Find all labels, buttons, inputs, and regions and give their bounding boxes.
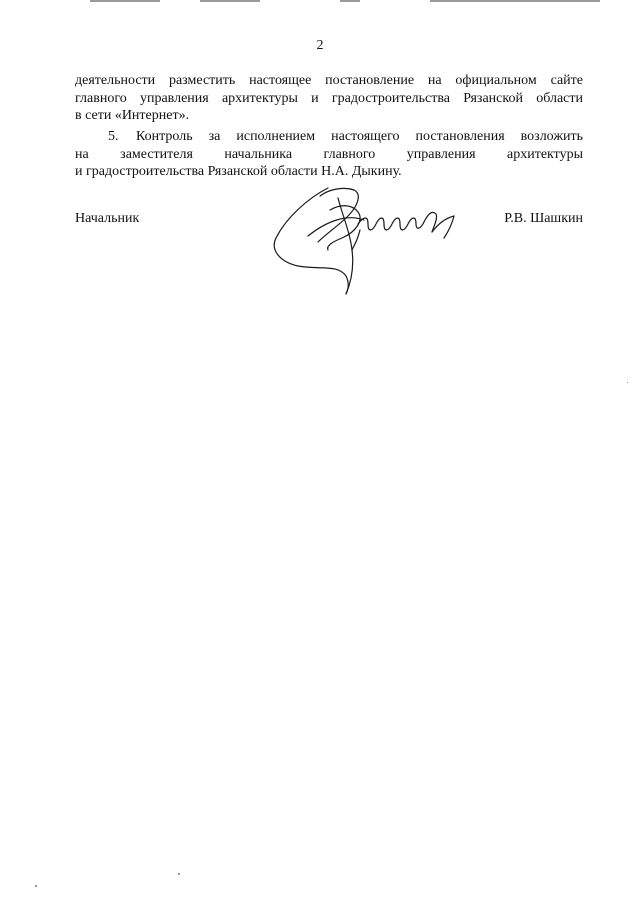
paragraph-line: деятельности разместить настоящее постановление на официальном сайте [75, 73, 583, 88]
handwritten-signature [268, 180, 478, 300]
scan-artifact [90, 0, 610, 3]
paragraph-line: в сети «Интернет». [75, 108, 190, 123]
paragraph-number: 5. [108, 129, 119, 144]
paragraph-line: и градостроительства Рязанской области Н.А. Дыкину. [75, 164, 402, 179]
signatory-name: Р.В. Шашкин [504, 211, 583, 226]
signatory-title: Начальник [75, 211, 140, 226]
scan-speck [35, 885, 37, 887]
paragraph-line: главного управления архитектуры и градостроительства Рязанской области [75, 90, 583, 106]
scan-speck [627, 382, 628, 383]
paragraph-first-line [75, 128, 583, 146]
paragraph-line: на заместителя начальника главного управления архитектуры [75, 146, 583, 162]
scan-speck [178, 873, 180, 875]
paragraph-line: Контроль за исполнением настоящего постановления возложить [136, 129, 583, 144]
page-number: 2 [316, 38, 324, 53]
paragraph-1 [75, 72, 583, 125]
paragraph-5 [75, 128, 583, 181]
